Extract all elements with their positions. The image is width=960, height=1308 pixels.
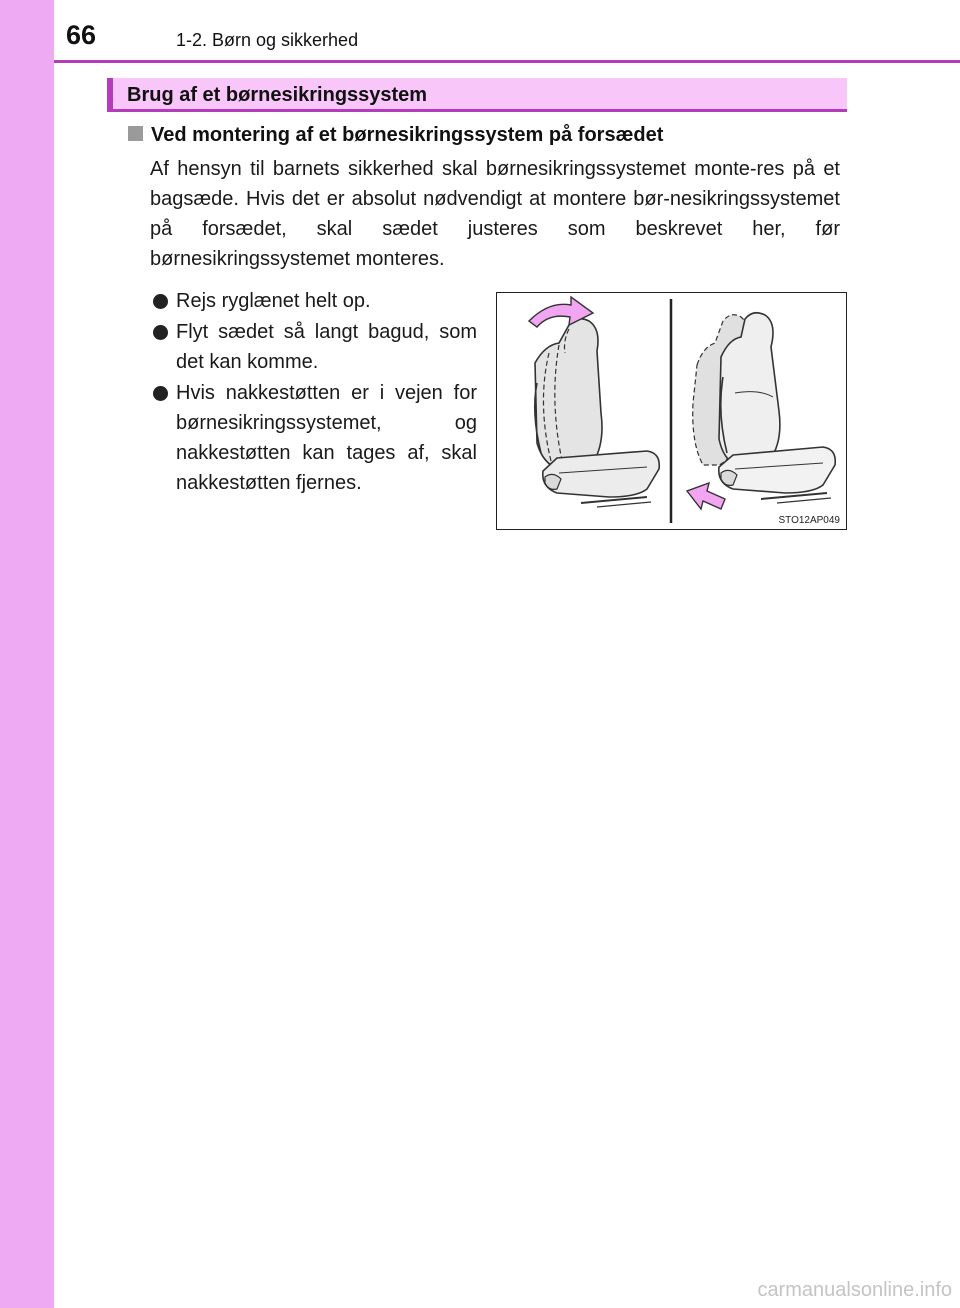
figure-code: STO12AP049 bbox=[778, 515, 840, 526]
subsection-heading bbox=[128, 124, 663, 147]
list-item bbox=[153, 378, 477, 498]
chapter-title: 1-2. Børn og sikkerhed bbox=[176, 30, 359, 50]
page-number: 66 bbox=[66, 20, 97, 50]
seat-slide-back-illustration bbox=[693, 313, 836, 503]
list-item bbox=[153, 317, 477, 377]
side-tab-strip bbox=[0, 0, 54, 1308]
list-item bbox=[153, 286, 477, 316]
straight-arrow-icon bbox=[687, 483, 725, 509]
section-header bbox=[107, 78, 847, 112]
list-item-text: Rejs ryglænet helt op. bbox=[176, 290, 371, 312]
bullet-dot-icon bbox=[153, 325, 168, 340]
header-divider bbox=[54, 60, 960, 63]
subsection-heading-text: Ved montering af et børnesikringssystem på forsædet bbox=[151, 124, 664, 146]
square-bullet-icon bbox=[128, 126, 143, 141]
bullet-dot-icon bbox=[153, 386, 168, 401]
body-paragraph: Af hensyn til barnets sikkerhed skal børnesikringssystemet monte-res på et bagsæde. Hvis det er absolut nødvendigt at montere bør-nesikringssystemet på forsædet, skal sædet justeres som beskrevet her, før børnesikringssystemet monteres. bbox=[150, 158, 840, 270]
seat-backrest-upright-illustration bbox=[535, 319, 660, 507]
seat-illustration-svg bbox=[497, 293, 846, 529]
list-item-text: Hvis nakkestøtten er i vejen for børnesikringssystemet, og nakkestøtten kan tages af, skal nakkestøtten fjernes. bbox=[176, 382, 477, 494]
bullet-dot-icon bbox=[153, 294, 168, 309]
instruction-list bbox=[153, 286, 477, 499]
watermark: carmanualsonline.info bbox=[757, 1279, 952, 1301]
list-item-text: Flyt sædet så langt bagud, som det kan komme. bbox=[176, 321, 477, 373]
seat-adjustment-figure bbox=[496, 292, 847, 530]
section-title: Brug af et børnesikringssystem bbox=[127, 84, 428, 106]
